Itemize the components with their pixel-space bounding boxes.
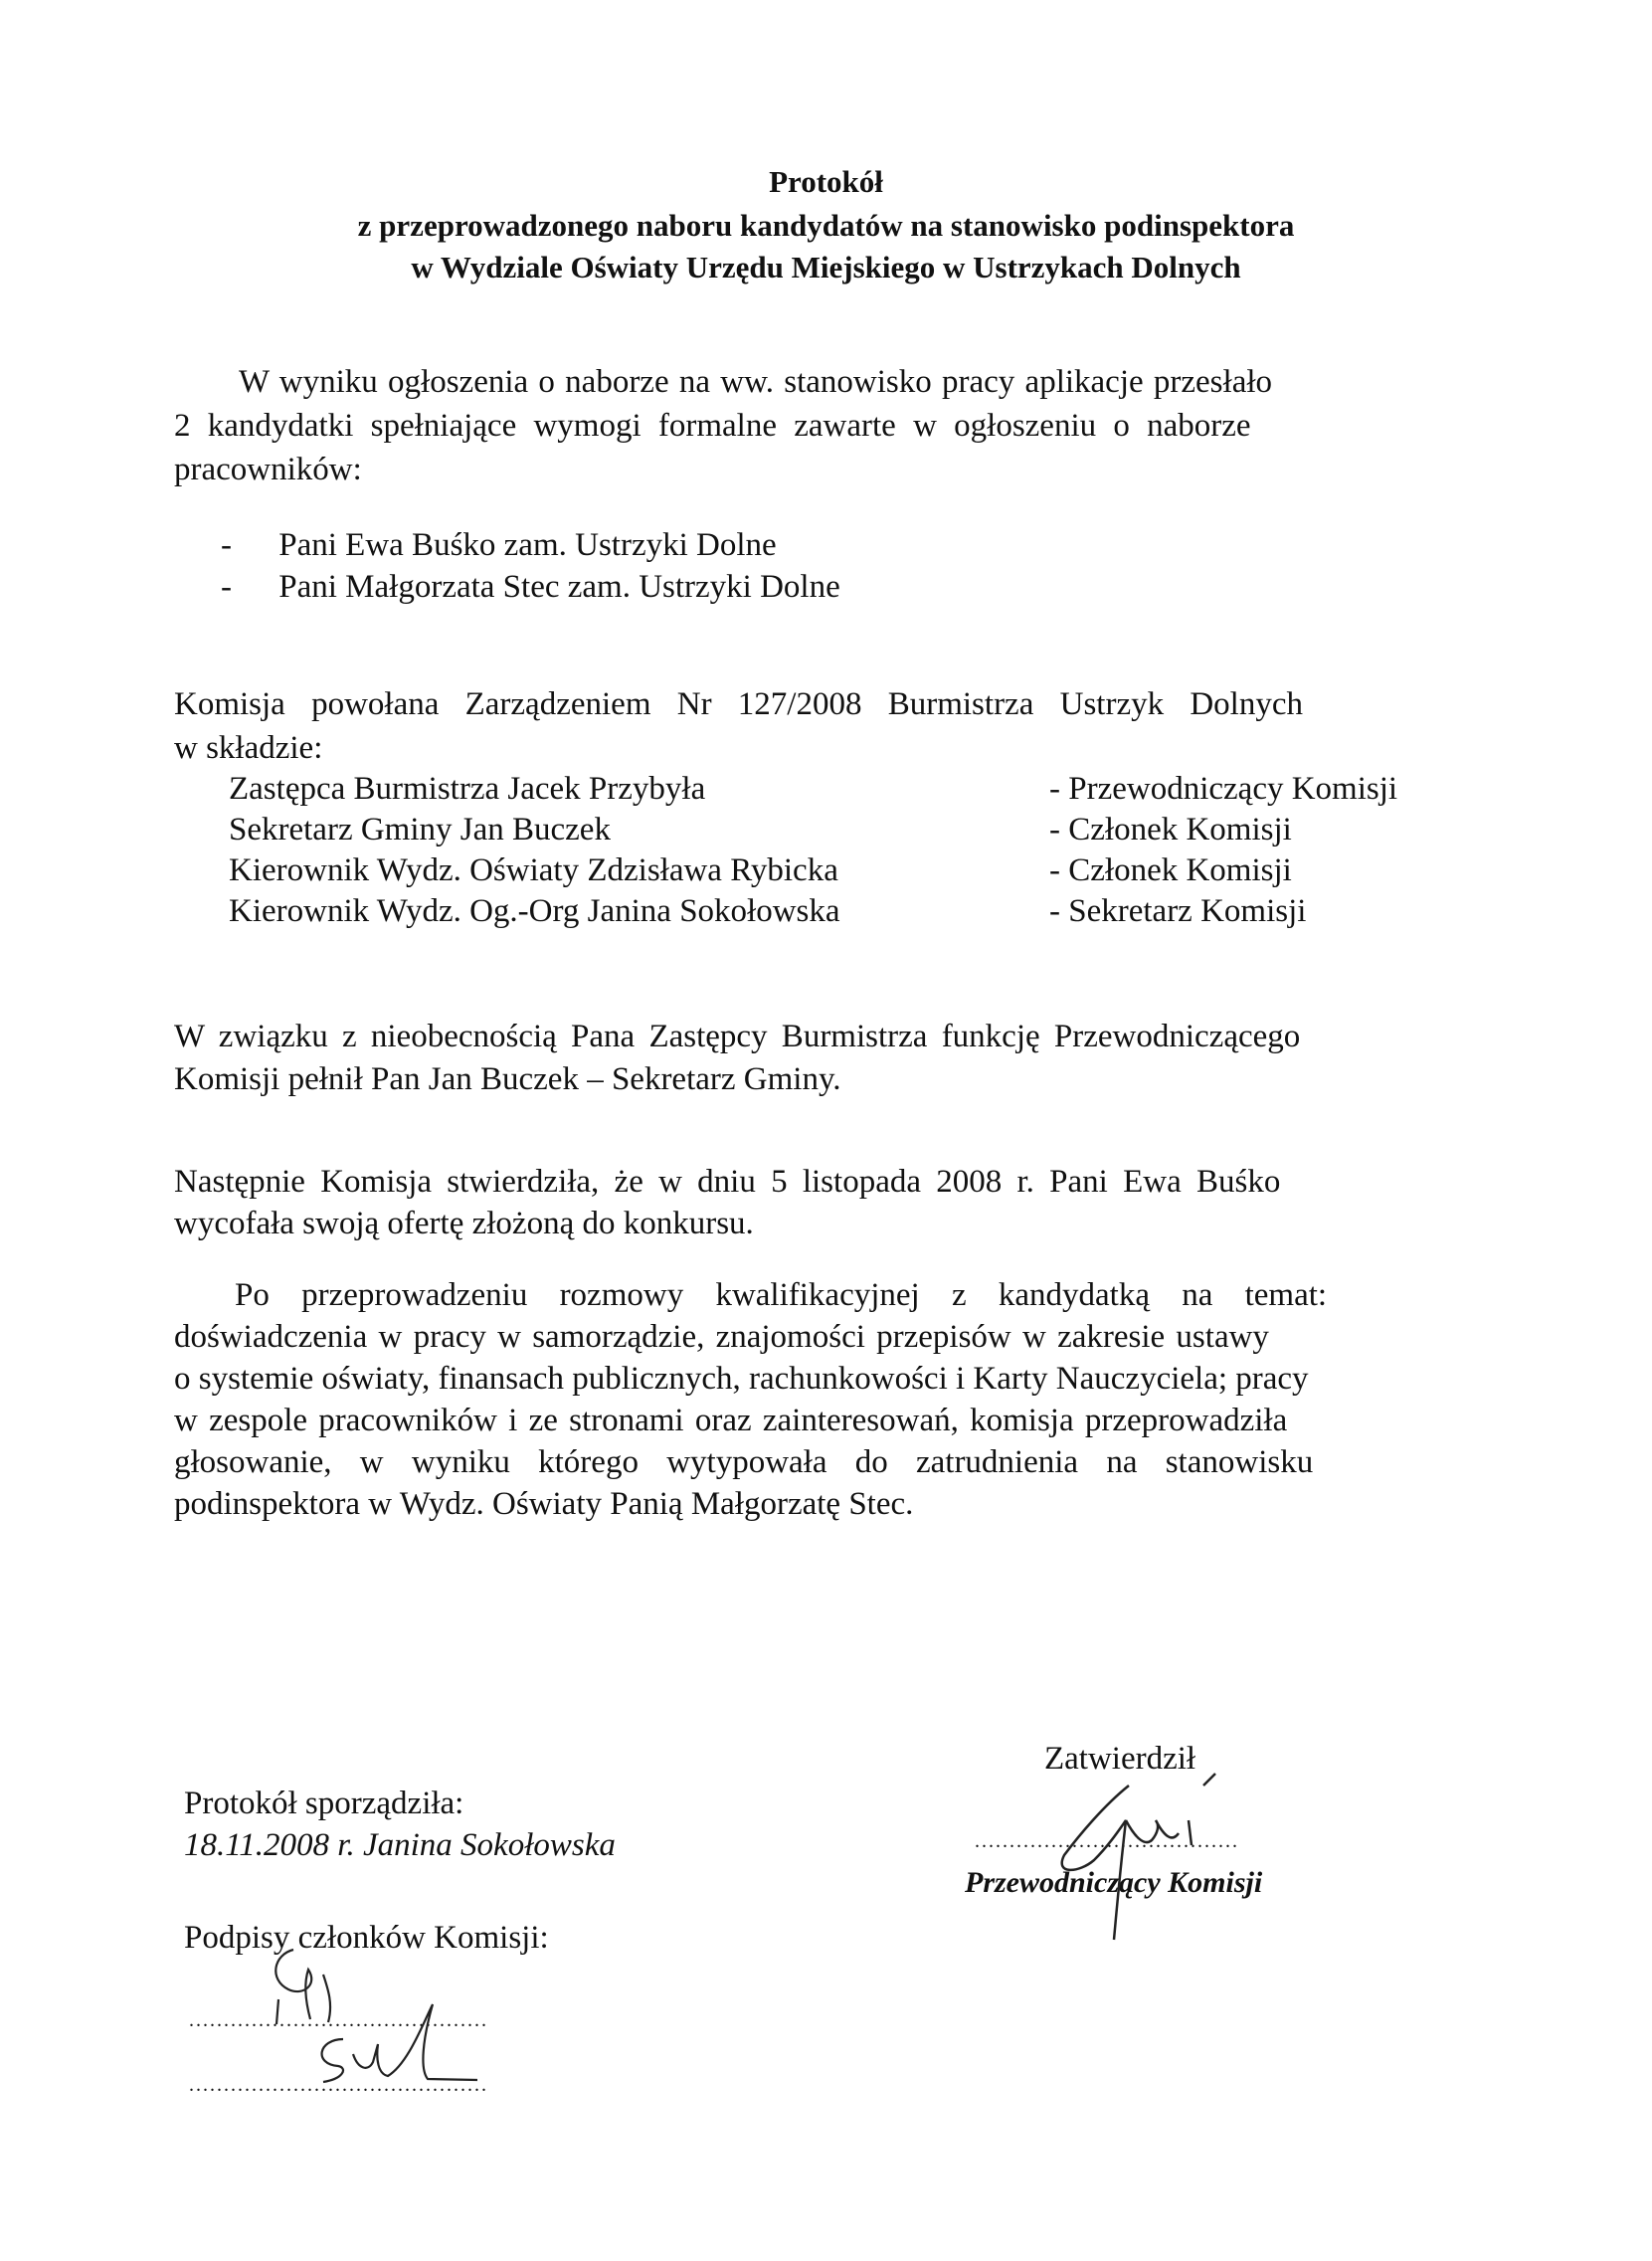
intro-line3: pracowników: bbox=[174, 452, 362, 487]
member-role: - Przewodniczący Komisji bbox=[1049, 771, 1398, 807]
interview-line2: doświadczenia w pracy w samorządzie, znajomości przepisów w zakresie ustawy bbox=[174, 1319, 1269, 1355]
interview-line6: podinspektora w Wydz. Oświaty Panią Małgorzatę Stec. bbox=[174, 1486, 914, 1522]
member-signature-line: ........................................... bbox=[189, 2009, 488, 2031]
document-subtitle-line1: z przeprowadzonego naboru kandydatów na stanowisko podinspektora bbox=[357, 208, 1295, 243]
intro-line1: W wyniku ogłoszenia o naborze na ww. stanowisko pracy aplikacje przesłało bbox=[239, 364, 1273, 400]
prepared-label: Protokół sporządziła: bbox=[184, 1786, 464, 1821]
member-name: Kierownik Wydz. Og.-Org Janina Sokołowska bbox=[229, 893, 840, 929]
commission-line2: w składzie: bbox=[174, 730, 323, 766]
interview-line1: Po przeprowadzeniu rozmowy kwalifikacyjnej z kandydatką na temat: bbox=[235, 1277, 1328, 1313]
candidate-item bbox=[221, 527, 777, 564]
candidate-text: Pani Małgorzata Stec zam. Ustrzyki Dolne bbox=[278, 569, 840, 605]
chairman-signature-image bbox=[1034, 1766, 1253, 1955]
absence-line2: Komisji pełnił Pan Jan Buczek – Sekretarz Gminy. bbox=[174, 1061, 841, 1097]
approved-signature-line: ...................................... bbox=[975, 1830, 1239, 1852]
approved-role: Przewodniczący Komisji bbox=[965, 1866, 1263, 1899]
candidate-text: Pani Ewa Buśko zam. Ustrzyki Dolne bbox=[278, 527, 777, 563]
member-role: - Członek Komisji bbox=[1049, 852, 1292, 888]
list-bullet: - bbox=[221, 569, 232, 605]
member-signatures-label: Podpisy członków Komisji: bbox=[184, 1920, 549, 1956]
intro-line2: 2 kandydatki spełniające wymogi formalne zawarte w ogłoszeniu o naborze bbox=[174, 408, 1251, 444]
list-bullet: - bbox=[221, 527, 232, 563]
commission-line1: Komisja powołana Zarządzeniem Nr 127/2008 Burmistrza Ustrzyk Dolnych bbox=[174, 686, 1303, 722]
prepared-value: 18.11.2008 r. Janina Sokołowska bbox=[184, 1827, 616, 1863]
interview-line3: o systemie oświaty, finansach publicznych, rachunkowości i Karty Nauczyciela; pracy bbox=[174, 1361, 1309, 1397]
member-signatures-image bbox=[249, 1945, 507, 2094]
interview-line5: głosowanie, w wyniku którego wytypowała do zatrudnienia na stanowisku bbox=[174, 1444, 1314, 1480]
approved-label: Zatwierdził bbox=[1044, 1741, 1196, 1777]
interview-line4: w zespole pracowników i ze stronami oraz zainteresowań, komisja przeprowadziła bbox=[174, 1403, 1288, 1438]
member-name: Zastępca Burmistrza Jacek Przybyła bbox=[229, 771, 706, 807]
absence-line1: W związku z nieobecnością Pana Zastępcy Burmistrza funkcję Przewodniczącego bbox=[174, 1019, 1301, 1054]
member-signature-line: ........................................... bbox=[189, 2074, 488, 2096]
member-role: - Sekretarz Komisji bbox=[1049, 893, 1307, 929]
member-name: Kierownik Wydz. Oświaty Zdzisława Rybicka bbox=[229, 852, 838, 888]
withdrawal-line1: Następnie Komisja stwierdziła, że w dniu 5 listopada 2008 r. Pani Ewa Buśko bbox=[174, 1164, 1281, 1200]
document-title: Protokół bbox=[769, 164, 883, 199]
member-name: Sekretarz Gminy Jan Buczek bbox=[229, 812, 611, 848]
member-role: - Członek Komisji bbox=[1049, 812, 1292, 848]
candidate-item bbox=[221, 569, 840, 606]
withdrawal-line2: wycofała swoją ofertę złożoną do konkursu. bbox=[174, 1206, 754, 1241]
document-subtitle-line2: w Wydziale Oświaty Urzędu Miejskiego w Ustrzykach Dolnych bbox=[411, 250, 1241, 284]
